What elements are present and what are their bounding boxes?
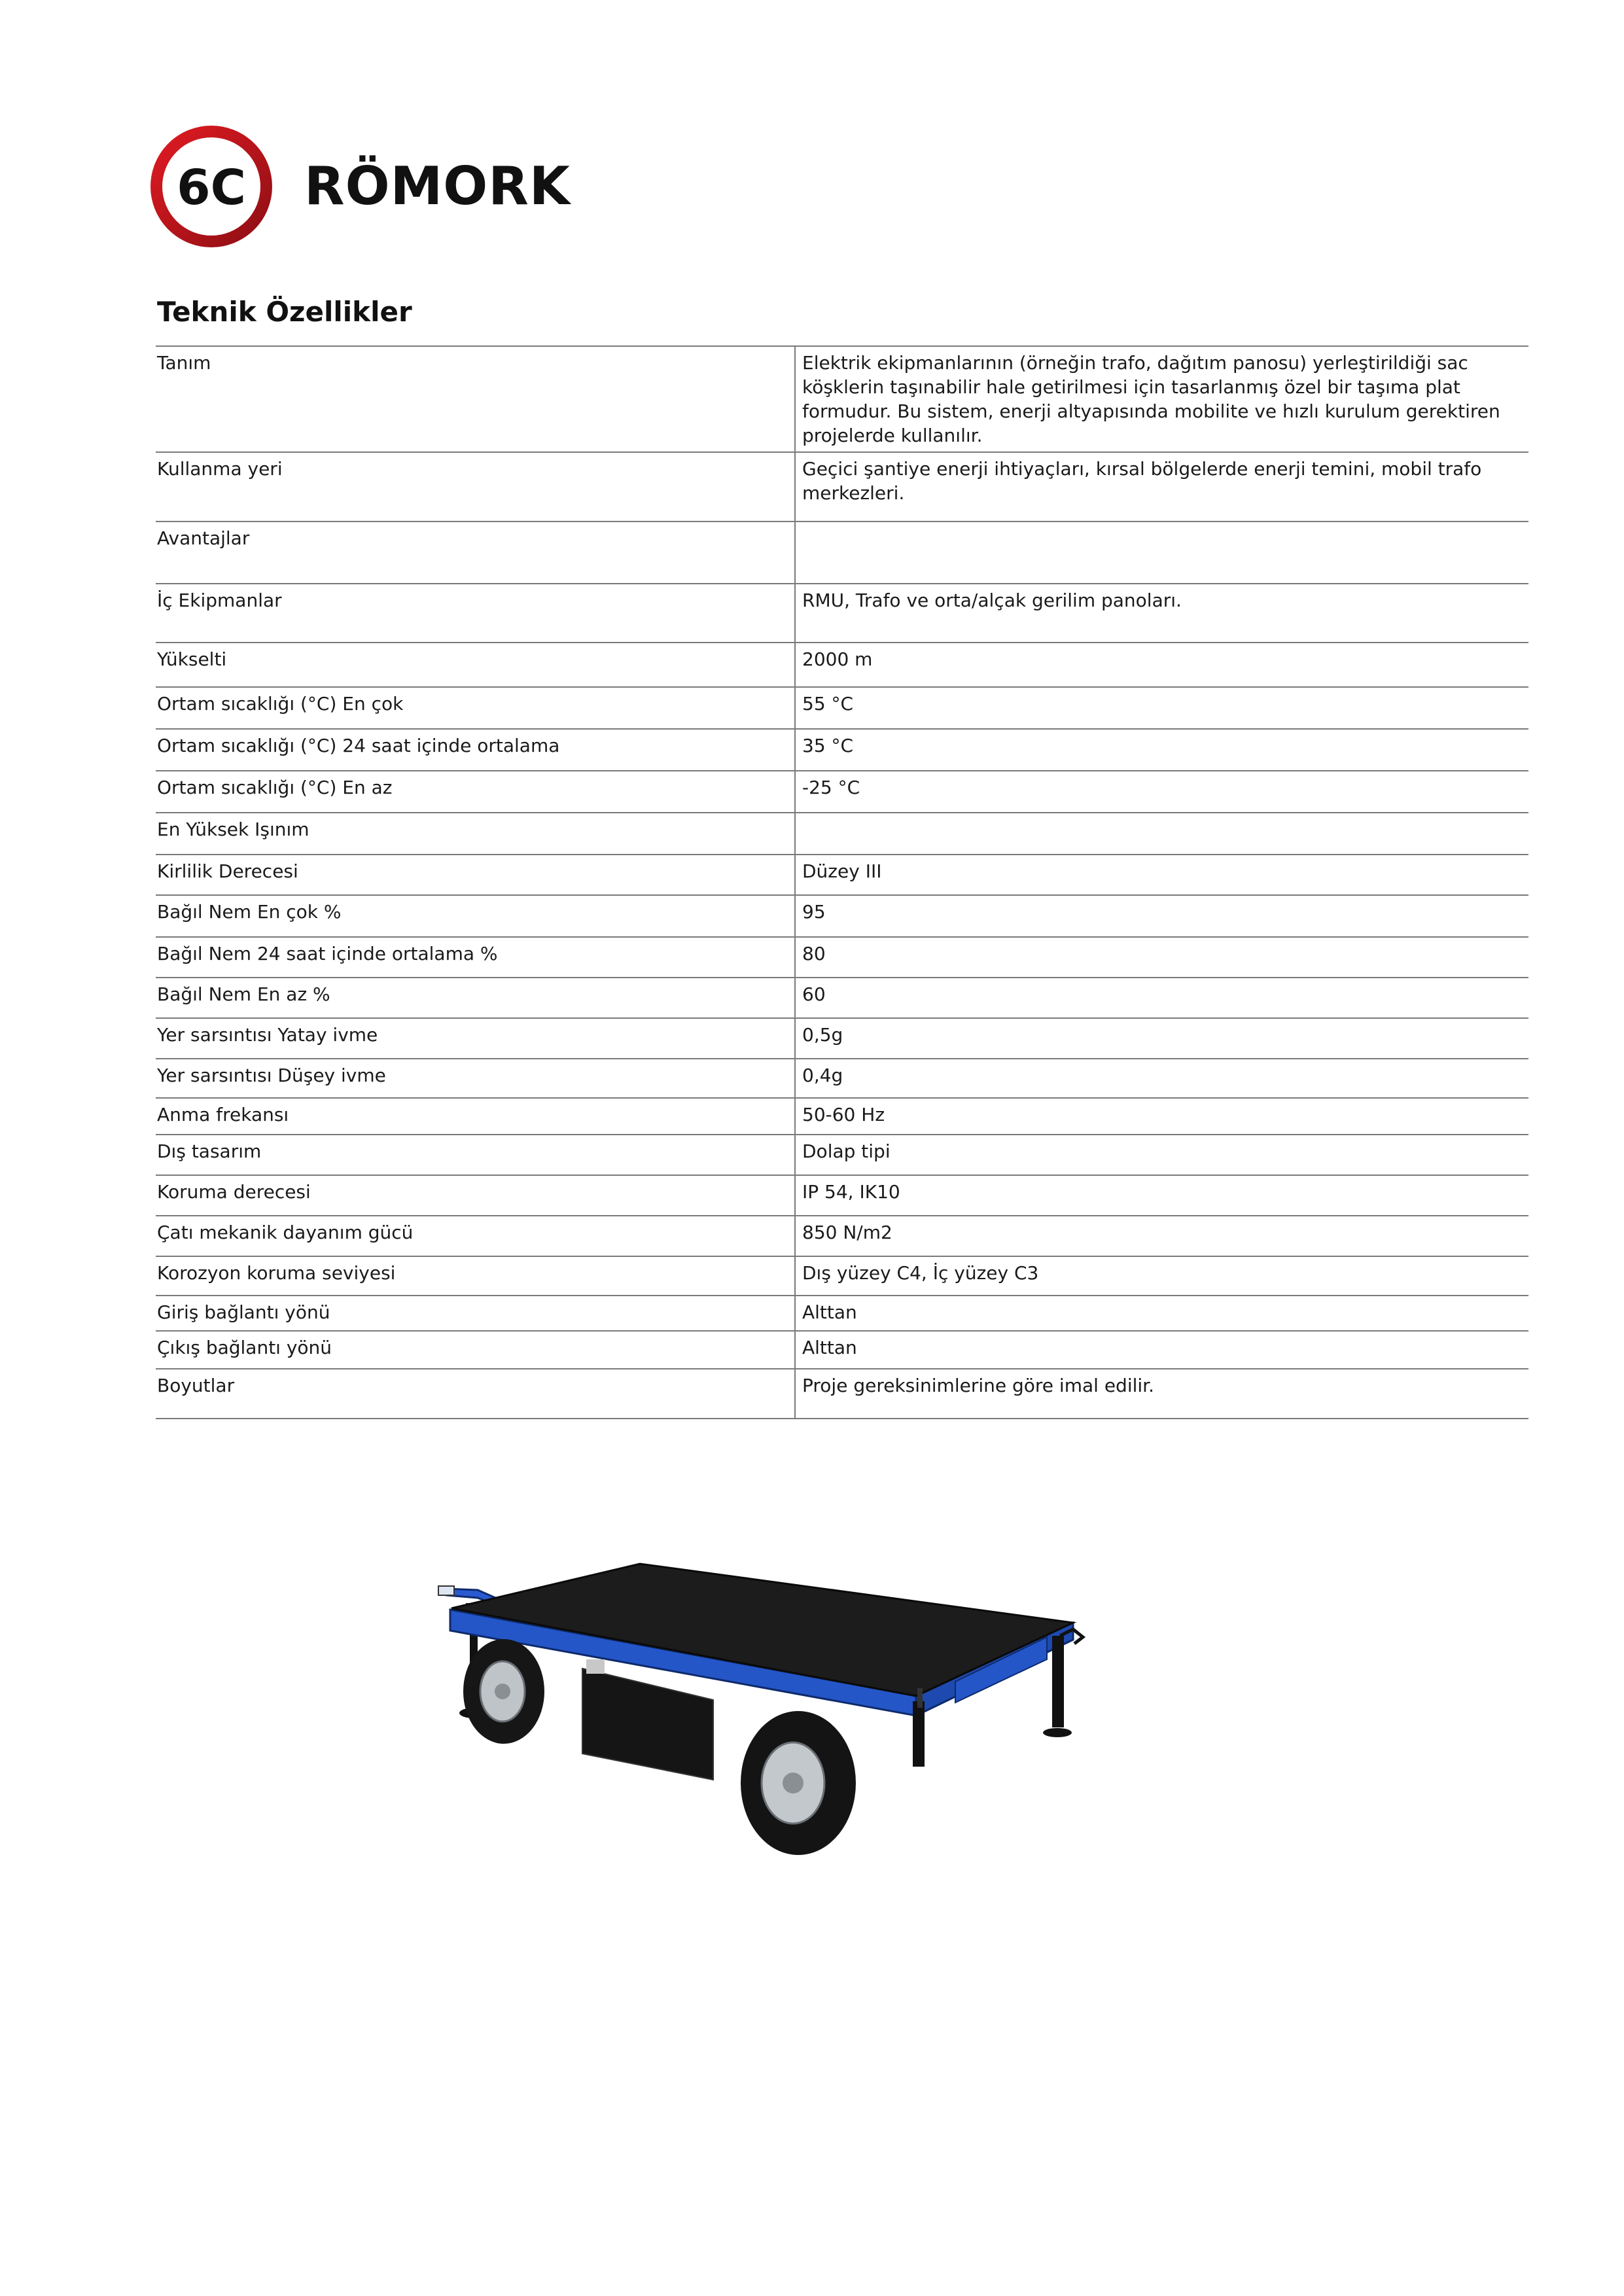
spec-row bbox=[156, 1331, 1528, 1369]
spec-value: 80 bbox=[795, 937, 1528, 978]
spec-value bbox=[795, 521, 1528, 584]
spec-value: 55 °C bbox=[795, 687, 1528, 729]
spec-label: Anma frekansı bbox=[156, 1098, 795, 1135]
spec-row bbox=[156, 771, 1528, 813]
spec-label: Bağıl Nem En çok % bbox=[156, 895, 795, 937]
spec-label: Çıkış bağlantı yönü bbox=[156, 1331, 795, 1369]
spec-row bbox=[156, 584, 1528, 643]
spec-label: Korozyon koruma seviyesi bbox=[156, 1256, 795, 1296]
spec-label: En Yüksek Işınım bbox=[156, 813, 795, 855]
spec-value: 0,5g bbox=[795, 1018, 1528, 1059]
spec-row bbox=[156, 729, 1528, 771]
spec-label: Ortam sıcaklığı (°C) En çok bbox=[156, 687, 795, 729]
spec-value: 35 °C bbox=[795, 729, 1528, 771]
spec-value: Alttan bbox=[795, 1296, 1528, 1331]
spec-row bbox=[156, 1256, 1528, 1296]
spec-label: Bağıl Nem En az % bbox=[156, 978, 795, 1018]
spec-row bbox=[156, 1018, 1528, 1059]
spec-value bbox=[795, 813, 1528, 855]
spec-value: 60 bbox=[795, 978, 1528, 1018]
spec-label: Yer sarsıntısı Düşey ivme bbox=[156, 1059, 795, 1098]
spec-row bbox=[156, 855, 1528, 895]
spec-row bbox=[156, 521, 1528, 584]
section-title: Teknik Özellikler bbox=[157, 296, 412, 328]
spec-label: Çatı mekanik dayanım gücü bbox=[156, 1216, 795, 1256]
spec-value: Geçici şantiye enerji ihtiyaçları, kırsal bölgelerde enerji temini, mobil trafo merkezleri. bbox=[795, 452, 1528, 521]
spec-label: Koruma derecesi bbox=[156, 1175, 795, 1216]
spec-value: Dış yüzey C4, İç yüzey C3 bbox=[795, 1256, 1528, 1296]
trailer-illustration bbox=[432, 1525, 1086, 1878]
spec-label: Avantajlar bbox=[156, 521, 795, 584]
spec-row bbox=[156, 452, 1528, 521]
spec-label: Ortam sıcaklığı (°C) 24 saat içinde ortalama bbox=[156, 729, 795, 771]
spec-value: 50-60 Hz bbox=[795, 1098, 1528, 1135]
spec-label: Boyutlar bbox=[156, 1369, 795, 1419]
spec-value: Alttan bbox=[795, 1331, 1528, 1369]
spec-row bbox=[156, 1369, 1528, 1419]
logo-text: 6C bbox=[177, 160, 246, 216]
spec-label: Yükselti bbox=[156, 643, 795, 687]
spec-label: Kullanma yeri bbox=[156, 452, 795, 521]
spec-row bbox=[156, 1175, 1528, 1216]
spec-label: Bağıl Nem 24 saat içinde ortalama % bbox=[156, 937, 795, 978]
spec-row bbox=[156, 643, 1528, 687]
spec-row bbox=[156, 1216, 1528, 1256]
spec-row bbox=[156, 813, 1528, 855]
spec-label: Giriş bağlantı yönü bbox=[156, 1296, 795, 1331]
spec-value: Proje gereksinimlerine göre imal edilir. bbox=[795, 1369, 1528, 1419]
spec-label: İç Ekipmanlar bbox=[156, 584, 795, 643]
spec-row bbox=[156, 1135, 1528, 1175]
spec-value: 2000 m bbox=[795, 643, 1528, 687]
spec-label: Yer sarsıntısı Yatay ivme bbox=[156, 1018, 795, 1059]
spec-row bbox=[156, 1059, 1528, 1098]
spec-row bbox=[156, 346, 1528, 452]
spec-table bbox=[156, 345, 1528, 1419]
spec-value: 95 bbox=[795, 895, 1528, 937]
spec-row bbox=[156, 895, 1528, 937]
spec-value: RMU, Trafo ve orta/alçak gerilim panoları. bbox=[795, 584, 1528, 643]
spec-label: Kirlilik Derecesi bbox=[156, 855, 795, 895]
spec-value: Dolap tipi bbox=[795, 1135, 1528, 1175]
spec-value: IP 54, IK10 bbox=[795, 1175, 1528, 1216]
spec-row bbox=[156, 937, 1528, 978]
spec-row bbox=[156, 978, 1528, 1018]
spec-label: Dış tasarım bbox=[156, 1135, 795, 1175]
spec-row bbox=[156, 687, 1528, 729]
spec-row bbox=[156, 1098, 1528, 1135]
spec-value: 850 N/m2 bbox=[795, 1216, 1528, 1256]
spec-label: Tanım bbox=[156, 346, 795, 452]
spec-value: Düzey III bbox=[795, 855, 1528, 895]
page-title: RÖMORK bbox=[304, 156, 571, 217]
spec-row bbox=[156, 1296, 1528, 1331]
spec-label: Ortam sıcaklığı (°C) En az bbox=[156, 771, 795, 813]
company-logo bbox=[149, 124, 274, 249]
spec-value: Elektrik ekipmanlarının (örneğin trafo, dağıtım panosu) yerleştirildiği sac köşklerin taşınabilir hale getirilmesi için tasarlanmış özel bir taşıma plat formudur. Bu sistem, enerji altyapısında mobilite ve hızlı kurulum gerektiren projelerde kullanılır. bbox=[795, 346, 1528, 452]
spec-value: 0,4g bbox=[795, 1059, 1528, 1098]
spec-value: -25 °C bbox=[795, 771, 1528, 813]
